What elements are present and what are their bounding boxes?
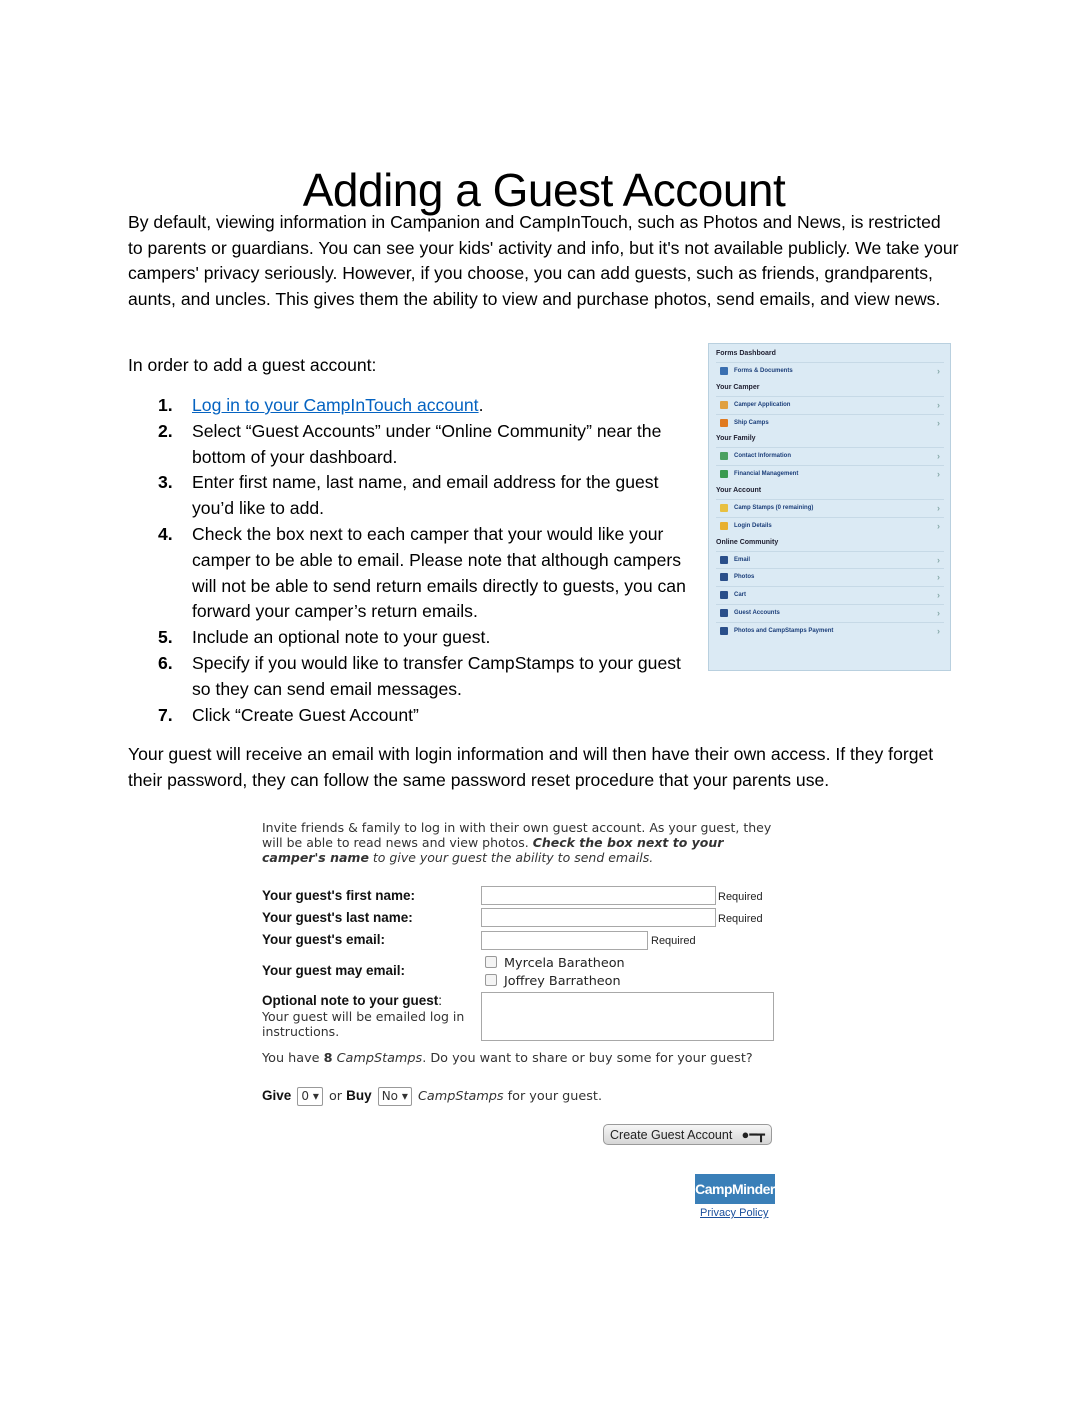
dashboard-item[interactable] <box>716 362 944 379</box>
give-label: Give <box>262 1088 292 1103</box>
dashboard-item-label: Financial Management <box>734 471 799 478</box>
camper-checkbox[interactable] <box>485 956 497 968</box>
intro-paragraph: By default, viewing information in Campanion and CampInTouch, such as Photos and News, is restricted to parents or guardians. You can see your kids' activity and info, but it's not available publicly. We take your campers' privacy seriously. However, if you choose, you can add guests, such as friends, grandparents, aunts, and uncles. This gives them the ability to view and purchase photos, send emails, and view news. <box>128 212 959 309</box>
form-intro-bold: Check the box next to your camper's name <box>262 835 724 865</box>
forms-icon <box>720 367 728 375</box>
dashboard-item-label: Cart <box>734 592 747 599</box>
step-item <box>158 393 698 419</box>
camper-name: Myrcela Baratheon <box>504 956 625 971</box>
chevron-right-icon: › <box>937 590 940 601</box>
give-line <box>262 1087 602 1106</box>
step-item <box>158 625 698 651</box>
step-text: Specify if you would like to transfer CampStamps to your guest so they can send email messages. <box>192 652 681 699</box>
chevron-right-icon: › <box>937 469 940 480</box>
contact-icon <box>720 452 728 460</box>
dashboard-item[interactable] <box>716 396 944 413</box>
note-subtext: Your guest will be emailed log in instructions. <box>262 1009 465 1039</box>
chevron-right-icon: › <box>937 451 940 462</box>
login-link[interactable]: Log in to your CampInTouch account <box>192 395 479 415</box>
step-number: 5. <box>158 627 173 648</box>
step-text: Select “Guest Accounts” under “Online Community” near the bottom of your dashboard. <box>192 420 662 467</box>
note-colon: : <box>438 993 443 1008</box>
last-name-input[interactable] <box>481 908 716 927</box>
step-item <box>158 419 698 471</box>
stamp-icon <box>720 504 728 512</box>
stamps-prefix: You have <box>262 1051 324 1066</box>
campminder-logo: CampMinder <box>695 1174 775 1204</box>
dashboard-item-label: Ship Camps <box>734 419 769 426</box>
camper-name: Joffrey Barratheon <box>504 974 621 989</box>
step-item <box>158 651 698 703</box>
step-item <box>158 470 698 522</box>
dashboard-item-label: Camp Stamps (0 remaining) <box>734 505 814 511</box>
last-name-required: Required <box>718 913 763 925</box>
stamps-count: 8 <box>323 1051 333 1066</box>
buy-label: Buy <box>346 1088 372 1103</box>
steps-list <box>158 393 698 728</box>
first-name-label: Your guest's first name: <box>262 888 415 903</box>
dashboard-item[interactable] <box>716 465 944 482</box>
guest-icon <box>720 609 728 617</box>
dashboard-item-label: Forms & Documents <box>734 368 793 374</box>
dashboard-item[interactable] <box>716 499 944 516</box>
last-name-label: Your guest's last name: <box>262 910 413 925</box>
dashboard-item-label: Camper Application <box>734 401 791 408</box>
chevron-right-icon: › <box>937 520 940 531</box>
dashboard-item[interactable] <box>716 447 944 464</box>
buy-value: No <box>381 1089 399 1103</box>
dashboard-item[interactable] <box>716 604 944 621</box>
email-required: Required <box>651 935 696 947</box>
chevron-right-icon: › <box>937 417 940 428</box>
document-title: Adding a Guest Account <box>302 163 786 216</box>
chevron-right-icon: › <box>937 625 940 636</box>
dashboard-item[interactable] <box>716 551 944 568</box>
dashboard-item-label: Contact Information <box>734 453 791 460</box>
give-value: 0 <box>301 1089 309 1103</box>
chevron-right-icon: › <box>937 503 940 513</box>
form-intro-end: to give your guest the ability to send emails. <box>368 850 654 865</box>
step-suffix: . <box>478 395 484 415</box>
dashboard-item[interactable] <box>716 568 944 585</box>
dashboard-item[interactable] <box>716 586 944 603</box>
money-icon <box>720 470 728 478</box>
email-icon <box>720 556 728 564</box>
form-intro-text: Invite friends & family to log in with their own guest account. As your guest, they will be able to read news and view photos. <box>262 820 772 850</box>
dashboard-item-label: Photos and CampStamps Payment <box>734 627 834 634</box>
or-label: or <box>328 1089 343 1104</box>
dashboard-section-title: Your Family <box>716 435 756 443</box>
give-suffix: for your guest. <box>503 1089 603 1104</box>
cart-icon <box>720 591 728 599</box>
stamps-line <box>262 1051 753 1066</box>
step-text: Check the box next to each camper that your would like your camper to be able to email. Please note that although campers will not be able to send return emails directly to guests, you can forward your camper’s return emails. <box>192 523 686 622</box>
step-text: Enter first name, last name, and email address for the guest you’d like to add. <box>192 472 659 519</box>
note-textarea[interactable] <box>481 992 774 1041</box>
chevron-down-icon: ▾ <box>312 1089 319 1103</box>
closing-paragraph: Your guest will receive an email with login information and will then have their own access. If they forget their password, they can follow the same password reset procedure that your parents use. <box>128 744 934 790</box>
privacy-policy-link[interactable]: Privacy Policy <box>700 1207 769 1219</box>
step-number: 3. <box>158 472 173 493</box>
dashboard-item[interactable] <box>716 622 944 639</box>
dashboard-screenshot <box>708 343 951 671</box>
step-number: 7. <box>158 704 173 725</box>
buy-select[interactable] <box>378 1087 412 1106</box>
give-suffix-italic: CampStamps <box>417 1089 504 1104</box>
photos-icon <box>720 573 728 581</box>
dashboard-item-label: Guest Accounts <box>734 610 780 616</box>
dashboard-item[interactable] <box>716 517 944 534</box>
chevron-right-icon: › <box>937 608 940 618</box>
stamps-suffix: . Do you want to share or buy some for your guest? <box>422 1051 753 1066</box>
may-email-label: Your guest may email: <box>262 963 406 978</box>
give-select[interactable] <box>297 1087 323 1106</box>
step-item <box>158 703 698 729</box>
order-intro: In order to add a guest account: <box>128 355 377 375</box>
form-intro <box>262 820 777 865</box>
dashboard-item[interactable] <box>716 414 944 431</box>
dashboard-item-label: Email <box>734 556 751 563</box>
create-guest-account-button[interactable] <box>603 1124 772 1145</box>
payment-icon <box>720 627 728 635</box>
step-number: 2. <box>158 420 173 441</box>
key-icon <box>720 522 728 530</box>
chevron-right-icon: › <box>937 572 940 583</box>
step-text: Click “Create Guest Account” <box>192 704 419 725</box>
step-number: 6. <box>158 652 173 673</box>
ship-icon <box>720 419 728 427</box>
first-name-input[interactable] <box>481 886 716 905</box>
email-label: Your guest's email: <box>262 932 385 947</box>
email-input[interactable] <box>481 931 648 950</box>
note-label <box>262 993 442 1008</box>
dashboard-section-title: Your Camper <box>716 383 760 391</box>
stamps-word: CampStamps <box>336 1051 423 1066</box>
step-number: 1. <box>158 395 173 415</box>
step-text: Include an optional note to your guest. <box>192 627 491 648</box>
create-button-label: Create Guest Account <box>610 1127 733 1142</box>
first-name-required: Required <box>718 891 763 903</box>
chevron-right-icon: › <box>937 399 940 410</box>
chevron-down-icon: ▾ <box>401 1089 408 1103</box>
dashboard-item-label: Login Details <box>734 522 772 529</box>
camper-checkbox[interactable] <box>485 974 497 986</box>
key-icon: ●━┳ <box>741 1126 765 1142</box>
dashboard-section-title: Online Community <box>716 538 779 546</box>
dashboard-item-label: Photos <box>734 574 755 581</box>
dashboard-section-title: Your Account <box>716 487 762 494</box>
note-label-text: Optional note to your guest <box>262 993 439 1008</box>
chevron-right-icon: › <box>937 554 940 565</box>
application-icon <box>720 401 728 409</box>
dashboard-section-title: Forms Dashboard <box>716 350 776 357</box>
chevron-right-icon: › <box>937 366 940 376</box>
step-item <box>158 522 698 625</box>
step-number: 4. <box>158 523 173 544</box>
